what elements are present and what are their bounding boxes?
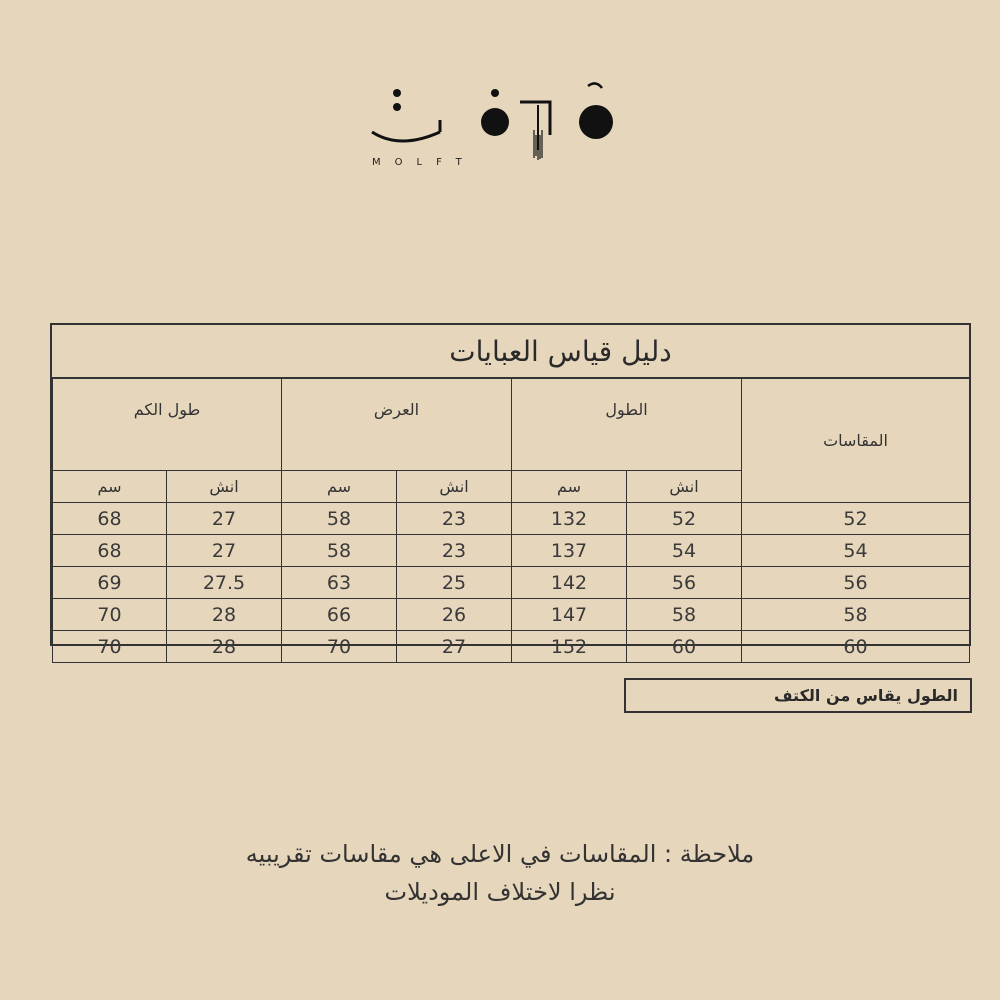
unit-cm: سم <box>53 471 167 503</box>
width-cm-cell: 66 <box>282 599 397 631</box>
size-cell: 58 <box>742 599 970 631</box>
width-cm-cell: 58 <box>282 535 397 567</box>
length-inch-cell: 52 <box>627 503 742 535</box>
table-row <box>53 599 970 631</box>
measurement-note-box: الطول يقاس من الكتف <box>624 678 972 713</box>
length-inch-cell: 58 <box>627 599 742 631</box>
length-inch-cell: 54 <box>627 535 742 567</box>
unit-cm: سم <box>282 471 397 503</box>
unit-cm: سم <box>512 471 627 503</box>
sleeve-cm-cell: 68 <box>53 503 167 535</box>
width-cm-cell: 70 <box>282 631 397 663</box>
sleeve-inch-cell: 27 <box>167 535 282 567</box>
width-inch-cell: 27 <box>397 631 512 663</box>
length-cm-cell: 152 <box>512 631 627 663</box>
width-cm-cell: 63 <box>282 567 397 599</box>
unit-inch: انش <box>627 471 742 503</box>
sleeve-inch-cell: 28 <box>167 599 282 631</box>
footnote <box>150 835 850 911</box>
sleeve-cm-cell: 69 <box>53 567 167 599</box>
table-row <box>53 503 970 535</box>
width-inch-cell: 25 <box>397 567 512 599</box>
sleeve-inch-cell: 27.5 <box>167 567 282 599</box>
size-table <box>52 377 970 663</box>
size-header: المقاسات <box>742 378 970 503</box>
table-row <box>53 535 970 567</box>
brand-wordmark: MOLFT <box>372 157 476 168</box>
unit-inch: انش <box>397 471 512 503</box>
sleeve-cm-cell: 70 <box>53 631 167 663</box>
group-header-length: الطول <box>512 378 742 471</box>
sleeve-cm-cell: 68 <box>53 535 167 567</box>
unit-inch: انش <box>167 471 282 503</box>
length-inch-cell: 60 <box>627 631 742 663</box>
sleeve-cm-cell: 70 <box>53 599 167 631</box>
table-row <box>53 631 970 663</box>
length-cm-cell: 147 <box>512 599 627 631</box>
size-cell: 60 <box>742 631 970 663</box>
footnote-line-2: نظرا لاختلاف الموديلات <box>384 878 616 906</box>
sleeve-inch-cell: 27 <box>167 503 282 535</box>
length-inch-cell: 56 <box>627 567 742 599</box>
length-cm-cell: 132 <box>512 503 627 535</box>
group-header-sleeve: طول الكم <box>53 378 282 471</box>
width-cm-cell: 58 <box>282 503 397 535</box>
size-cell: 52 <box>742 503 970 535</box>
group-header-row <box>53 378 970 471</box>
table-row <box>53 567 970 599</box>
footnote-line-1: ملاحظة : المقاسات في الاعلى هي مقاسات تقريبيه <box>245 840 755 868</box>
length-cm-cell: 137 <box>512 535 627 567</box>
sleeve-inch-cell: 28 <box>167 631 282 663</box>
group-header-width: العرض <box>282 378 512 471</box>
size-guide-table <box>50 323 971 658</box>
size-guide-title: دليل قياس العبايات <box>449 334 672 368</box>
size-cell: 54 <box>742 535 970 567</box>
length-cm-cell: 142 <box>512 567 627 599</box>
size-cell: 56 <box>742 567 970 599</box>
size-guide-title-row <box>52 325 969 379</box>
width-inch-cell: 23 <box>397 503 512 535</box>
width-inch-cell: 26 <box>397 599 512 631</box>
width-inch-cell: 23 <box>397 535 512 567</box>
